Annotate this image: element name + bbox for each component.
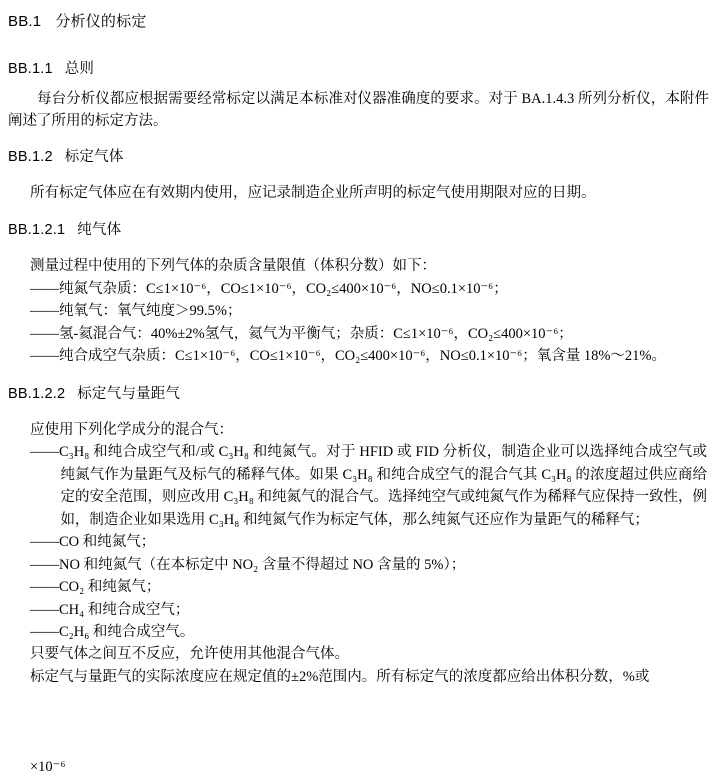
lead-bb122: 应使用下列化学成分的混合气： [30,421,233,438]
section-title: 总则 [64,61,95,77]
list-item-bb122-5 [0,599,727,621]
list-item-text: ——纯合成空气杂质：C≤1×10⁻⁶，CO≤1×10⁻⁶，CO₂≤400×10⁻⁶，NO≤0.1×10⁻⁶；氧含量 18%～21%。 [30,348,666,365]
section-number: BB.1.2.1 [8,222,66,239]
closing-line-1: 只要气体之间互不反应，允许使用其他混合气体。 [30,646,349,663]
paragraph-bb12: 所有标定气体应在有效期内使用，应记录制造企业所声明的标定气使用期限对应的日期。 [30,184,596,201]
closing-line-2: 标定气与量距气的实际浓度应在规定值的±2%范围内。所有标定气的浓度都应给出体积分数，%或 [30,668,650,685]
list-item-text: ——NO 和纯氮气（在本标定中 NO₂ 含量不得超过 NO 含量的 5%）； [30,556,466,573]
list-item-bb122-1 [0,441,727,531]
section-title: 分析仪的标定 [55,13,147,30]
list-item-bb121-4 [0,345,727,367]
section-number: BB.1.1 [8,61,53,77]
list-item-text: ——CH₄ 和纯合成空气； [30,601,190,618]
list-item-bb122-2 [0,531,727,553]
section-number: BB.1.2 [8,148,53,165]
list-item-text: ——C₃H₈ 和纯合成空气和/或 C₃H₈ 和纯氮气。对于 HFID 或 FID 分析仪，制造企业可以选择纯合成空气或纯氮气作为量距气及标气的稀释气体。如果 C₃H₈ 和纯合成空气的混合气其 C₃H₈ 的浓度超过供应商给定的安全范围，则应改用 C₃H₈ 和纯氮气的混合气。选择纯空气或纯氮气作为稀释气应保持一致性，例如，制造企业如果选用 C₃H₈ 和纯氮气作为标定气体，那么纯氮气还应作为量距气的稀释气； [30,444,707,528]
clipped-trailing-line [0,756,727,780]
list-item-bb121-1 [0,278,727,300]
section-heading-bb12 [0,145,727,166]
lead-bb121: 测量过程中使用的下列气体的杂质含量限值（体积分数）如下： [30,258,436,275]
list-item-bb122-4 [0,576,727,598]
list-item-text: ——纯氮气杂质：C≤1×10⁻⁶，CO≤1×10⁻⁶，CO₂≤400×10⁻⁶，NO≤0.1×10⁻⁶； [30,280,508,297]
section-title: 纯气体 [77,222,122,239]
list-item-text: ——纯氧气：氧气纯度＞99.5%； [30,303,242,320]
list-item-bb121-3 [0,323,727,345]
section-heading-bb121 [0,218,727,239]
list-item-text: ——氢-氦混合气：40%±2%氢气，氦气为平衡气；杂质：C≤1×10⁻⁶，CO₂≤400×10⁻⁶； [30,325,573,342]
section-number: BB.1.2.2 [8,385,66,402]
section-title: 标定气与量距气 [77,385,181,402]
section-heading-bb1 [0,0,727,31]
section-number: BB.1 [8,13,42,30]
list-item-bb121-2 [0,300,727,322]
list-item-text: ——CO 和纯氮气； [30,534,156,551]
list-item-bb122-3 [0,554,727,576]
section-heading-bb11 [0,57,727,78]
section-heading-bb122 [0,382,727,403]
list-item-text: ——C₂H₆ 和纯合成空气。 [30,623,195,640]
list-item-text: ——CO₂ 和纯氮气； [30,579,161,596]
clipped-text: ×10⁻⁶ [30,759,66,775]
section-title: 标定气体 [64,148,124,165]
paragraph-bb11: 每台分析仪都应根据需要经常标定以满足本标准对仪器准确度的要求。对于 BA.1.4.3 所列分析仪，本附件阐述了所用的标定方法。 [8,91,709,130]
list-item-bb122-6 [0,621,727,643]
